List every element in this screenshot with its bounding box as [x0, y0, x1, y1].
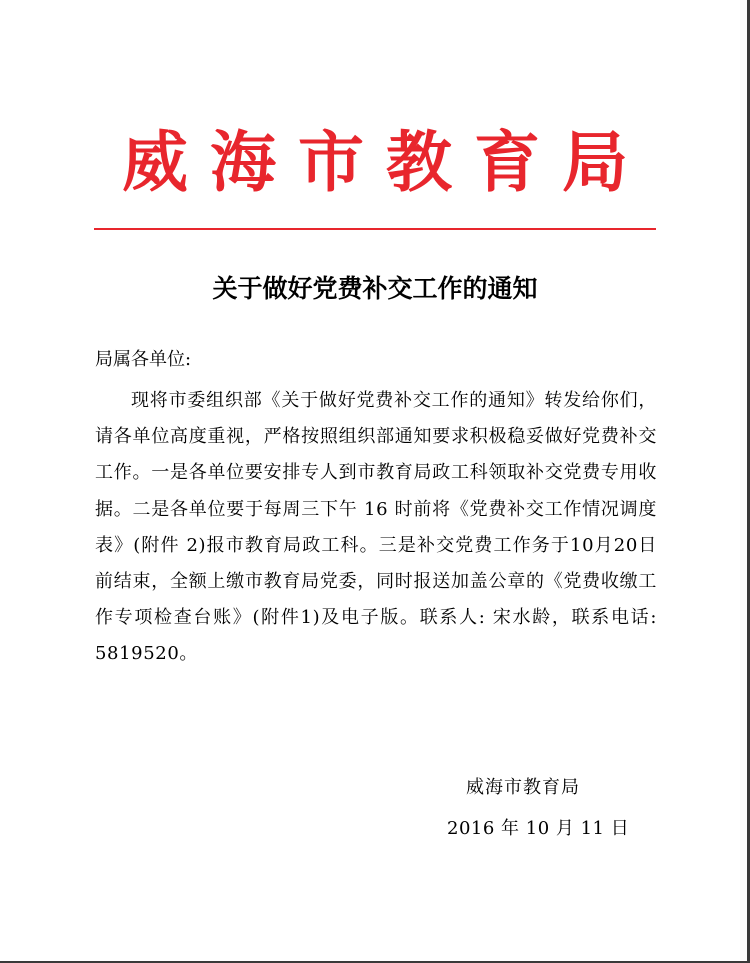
red-divider-line: [94, 228, 656, 230]
document-title: 关于做好党费补交工作的通知: [212, 274, 538, 303]
masthead-title: 威海市教育局: [122, 123, 650, 201]
signature-organization: 威海市教育局: [466, 777, 580, 798]
salutation: 局属各单位:: [95, 349, 192, 370]
signature-date: 2016 年 10 月 11 日: [447, 818, 630, 839]
body-paragraph: 现将市委组织部《关于做好党费补交工作的通知》转发给你们，请各单位高度重视，严格按照组织部通知要求积极稳妥做好党费补交工作。一是各单位要安排专人到市教育局政工科领取补交党费专用收据。二是各单位要于每周三下午 16 时前将《党费补交工作情况调度表》(附件 2)报市教育局政工科。三是补交党费工作务于10月20日前结束，全额上缴市教育局党委，同时报送加盖公章的《党费收缴工作专项检查台账》(附件1)及电子版。联系人: 宋水龄，联系电话: 5819520。: [95, 390, 657, 665]
